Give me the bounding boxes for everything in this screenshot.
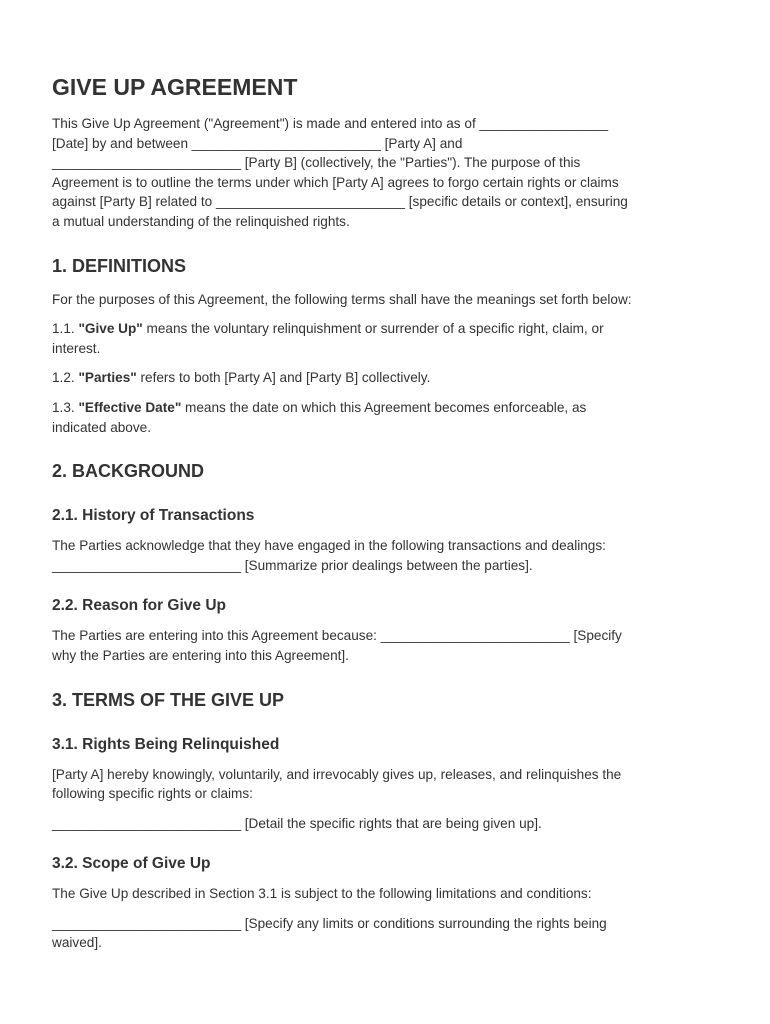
rights-detail: _________________________ [Detail the specific rights that are being given up]. (52, 815, 542, 831)
scope-detail-line: waived]. (52, 935, 102, 951)
intro-line: Agreement is to outline the terms under which [Party A] agrees to forgo certain rights or claims (52, 174, 619, 190)
document-title: GIVE UP AGREEMENT (52, 74, 298, 100)
definition-item (52, 368, 722, 388)
reason-line: The Parties are entering into this Agreement because: _________________________ [Specify (52, 628, 622, 644)
definition-number: 1.1. (52, 321, 75, 337)
rights-heading: 3.1. Rights Being Relinquished (52, 735, 280, 753)
definitions-heading: 1. DEFINITIONS (52, 255, 187, 276)
rights-paragraph (52, 765, 722, 804)
definition-line (52, 319, 722, 339)
background-heading: 2. BACKGROUND (52, 461, 205, 482)
intro-line: _________________________ [Party B] (collectively, the "Parties"). The purpose of this (52, 155, 581, 171)
definition-line (52, 398, 722, 418)
intro-line: against [Party B] related to _________________________ [specific details or context], ensuring (52, 194, 628, 210)
history-line: The Parties acknowledge that they have engaged in the following transactions and dealings: (52, 538, 606, 554)
rights-line: following specific rights or claims: (52, 786, 253, 802)
intro-paragraph (52, 114, 722, 232)
definition-text: means the date on which this Agreement becomes enforceable, as (185, 399, 587, 415)
scope-detail (52, 914, 722, 953)
scope-heading: 3.2. Scope of Give Up (52, 855, 211, 873)
definition-term: "Effective Date" (78, 399, 182, 415)
terms-heading: 3. TERMS OF THE GIVE UP (52, 689, 285, 710)
definition-number: 1.2. (52, 370, 75, 386)
definition-line: indicated above. (52, 419, 152, 435)
history-line: _________________________ [Summarize prior dealings between the parties]. (52, 557, 533, 573)
scope-line: The Give Up described in Section 3.1 is subject to the following limitations and conditions: (52, 886, 592, 902)
reason-paragraph (52, 626, 722, 665)
definition-line: interest. (52, 340, 101, 356)
history-paragraph (52, 536, 722, 575)
definition-term: "Give Up" (78, 321, 143, 337)
definition-text: refers to both [Party A] and [Party B] collectively. (140, 370, 431, 386)
document-page (52, 70, 722, 953)
definition-item (52, 319, 722, 358)
definition-text: means the voluntary relinquishment or surrender of a specific right, claim, or (146, 321, 604, 337)
intro-line: [Date] by and between _________________________ [Party A] and (52, 135, 463, 151)
history-heading: 2.1. History of Transactions (52, 507, 255, 525)
definitions-lead: For the purposes of this Agreement, the following terms shall have the meanings set forth below: (52, 291, 632, 307)
definition-number: 1.3. (52, 399, 75, 415)
scope-detail-line: _________________________ [Specify any limits or conditions surrounding the rights being (52, 915, 607, 931)
definition-term: "Parties" (78, 370, 137, 386)
definition-item (52, 398, 722, 437)
intro-line: This Give Up Agreement ("Agreement") is made and entered into as of _________________ (52, 116, 609, 131)
definition-line (52, 368, 722, 388)
reason-heading: 2.2. Reason for Give Up (52, 597, 226, 615)
reason-line: why the Parties are entering into this Agreement]. (52, 647, 349, 663)
intro-line: a mutual understanding of the relinquished rights. (52, 213, 350, 229)
rights-line: [Party A] hereby knowingly, voluntarily, and irrevocably gives up, releases, and relinquishes the (52, 766, 622, 782)
